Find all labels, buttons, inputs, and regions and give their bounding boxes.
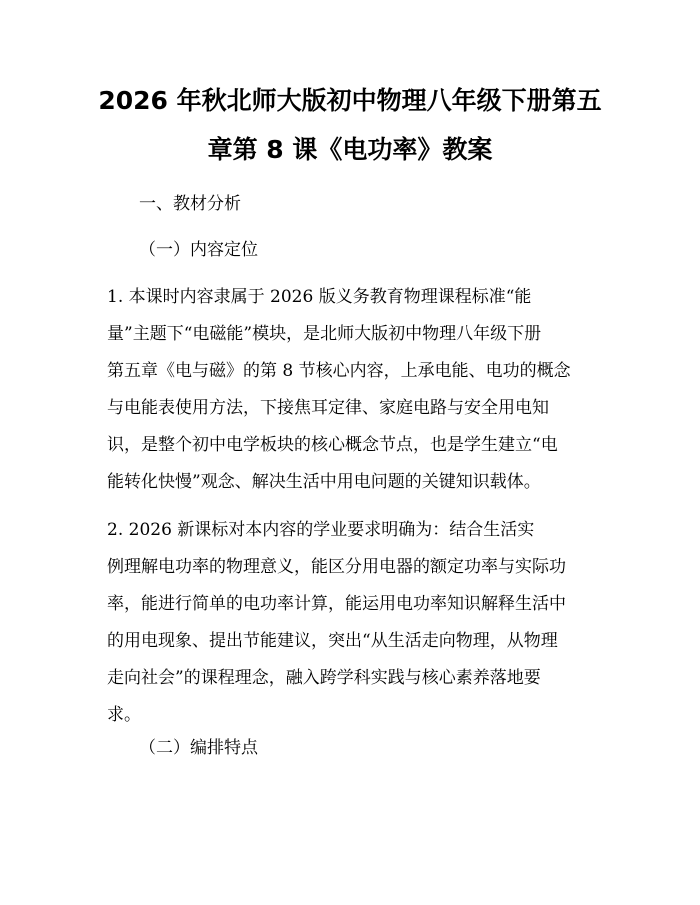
section-heading-textbook-analysis: 一、教材分析 — [139, 194, 241, 214]
paragraph-1-line-2: 量”主题下“电磁能”模块，是北师大版初中物理八年级下册 — [107, 324, 542, 344]
paragraph-1-line-4: 与电能表使用方法，下接焦耳定律、家庭电路与安全用电知 — [107, 398, 549, 418]
paragraph-2-line-5: 走向社会”的课程理念，融入跨学科实践与核心素养落地要 — [107, 668, 541, 688]
paragraph-1-line-5: 识，是整个初中电学板块的核心概念节点，也是学生建立“电 — [107, 435, 558, 455]
paragraph-2-line-4: 的用电现象、提出节能建议，突出“从生活走向物理，从物理 — [107, 631, 558, 651]
paragraph-1-line-3: 第五章《电与磁》的第 8 节核心内容，上承电能、电功的概念 — [107, 361, 571, 381]
paragraph-1-line-1: 1. 本课时内容隶属于 2026 版义务教育物理课程标准“能 — [107, 287, 532, 307]
subsection-heading-content-positioning: （一）内容定位 — [139, 240, 258, 260]
document-title-line-1: 2026 年秋北师大版初中物理八年级下册第五 — [98, 86, 602, 115]
paragraph-2-line-2: 例理解电功率的物理意义，能区分用电器的额定功率与实际功 — [107, 557, 566, 577]
subsection-heading-arrangement-features: （二）编排特点 — [139, 738, 258, 758]
paragraph-2-line-6: 求。 — [107, 705, 141, 725]
paragraph-2-line-3: 率，能进行简单的电功率计算，能运用电功率知识解释生活中 — [107, 594, 566, 614]
paragraph-1-line-6: 能转化快慢”观念、解决生活中用电问题的关键知识载体。 — [107, 472, 541, 492]
paragraph-2-line-1: 2. 2026 新课标对本内容的学业要求明确为：结合生活实 — [107, 520, 535, 540]
document-title-line-2: 章第 8 课《电功率》教案 — [207, 135, 493, 164]
